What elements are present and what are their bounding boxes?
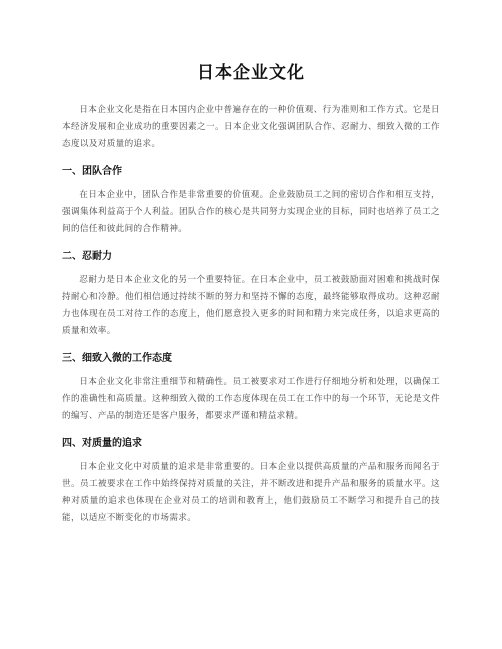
section-heading-teamwork: 一、团队合作 [62,166,122,177]
section-body-endurance: 忍耐力是日本企业文化的另一个重要特征。在日本企业中，员工被鼓励面对困难和挑战时保持耐心和冷静。他们相信通过持续不断的努力和坚持不懈的态度，最终能够取得成功。这种忍耐力也体现在员工对待工作的态度上，他们愿意投入更多的时间和精力来完成任务，以追求更高的质量和效率。 [62,275,440,336]
section-heading-endurance: 二、忍耐力 [62,251,112,262]
section-heading-quality-pursuit: 四、对质量的追求 [62,438,142,449]
section-body-meticulous-attitude: 日本企业文化非常注重细节和精确性。员工被要求对工作进行仔细地分析和处理，以确保工作的准确性和高质量。这种细致入微的工作态度体现在员工在工作中的每一个环节，无论是文件的编写、产品的制造还是客户服务，都要求严谨和精益求精。 [62,377,440,421]
document-title: 日本企业文化 [197,63,305,83]
section-heading-meticulous-attitude: 三、细致入微的工作态度 [62,353,172,364]
section-body-teamwork: 在日本企业中，团队合作是非常重要的价值观。企业鼓励员工之间的密切合作和相互支持，强调集体利益高于个人利益。团队合作的核心是共同努力实现企业的目标，同时也培养了员工之间的信任和彼此间的合作精神。 [62,190,440,234]
intro-paragraph: 日本企业文化是指在日本国内企业中普遍存在的一种价值观、行为准则和工作方式。它是日本经济发展和企业成功的重要因素之一。日本企业文化强调团队合作、忍耐力、细致入微的工作态度以及对质量的追求。 [62,105,440,149]
section-body-quality-pursuit: 日本企业文化中对质量的追求是非常重要的。日本企业以提供高质量的产品和服务而闻名于世。员工被要求在工作中始终保持对质量的关注，并不断改进和提升产品和服务的质量水平。这种对质量的追求也体现在企业对员工的培训和教育上，他们鼓励员工不断学习和提升自己的技能，以适应不断变化的市场需求。 [62,462,440,523]
